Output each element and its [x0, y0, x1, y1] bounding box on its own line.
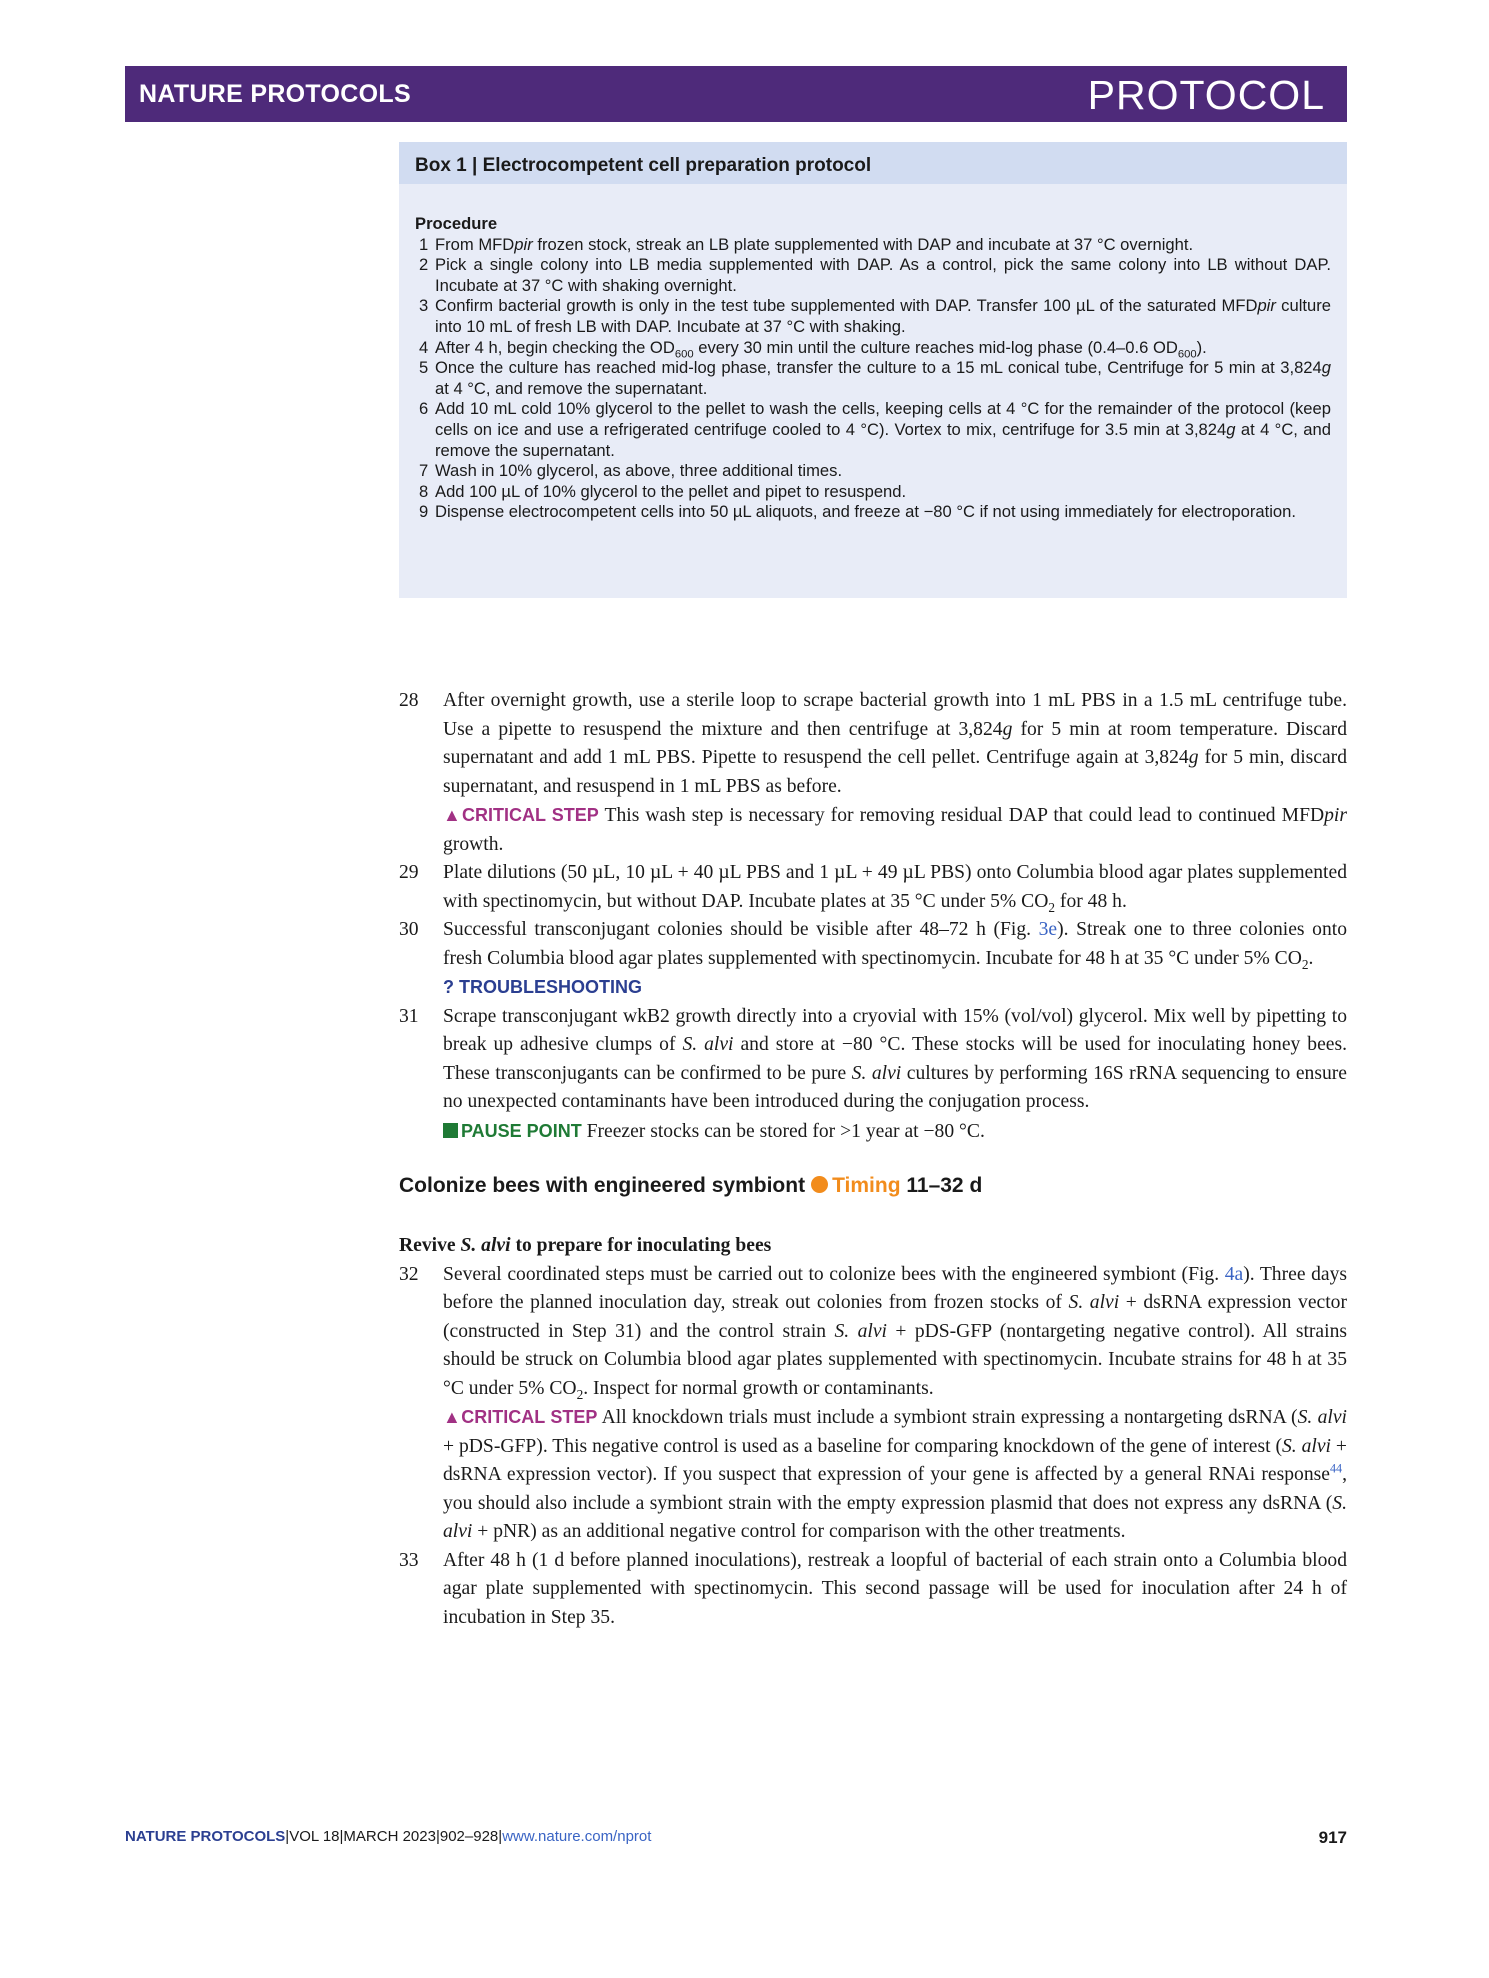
- subheading: Revive S. alvi to prepare for inoculating bees: [399, 1235, 772, 1256]
- step-number: 3: [419, 296, 429, 316]
- step-number: 8: [419, 481, 429, 501]
- main-step-31: [399, 1003, 1347, 1147]
- step-text: Successful transconjugant colonies should be visible after 48–72 h (Fig. 3e). Streak one to three colonies onto fresh Columbia blood agar plates supplemented with spectinomycin. Incubate for 48 h at 35 °C under 5% $CO_2$. ? TROUBLESHOOTING: [443, 919, 1347, 997]
- box-step-8: [415, 482, 1331, 503]
- section-heading: [399, 1172, 1347, 1202]
- step-number: 2: [419, 255, 429, 275]
- step-text: Several coordinated steps must be carried out to colonize bees with the engineered symbiont (Fig. 4a). Three days before the planned inoculation day, streak out colonies from frozen stocks of S. alvi + dsRNA expression vector (constructed in Step 31) and the control strain S. alvi + pDS-GFP (nontargeting negative control). All strains should be struck on Columbia blood agar plates supplemented with spectinomycin. Incubate strains for 48 h at 35 °C under 5% $CO_2$. Inspect for normal growth or contaminants. ▲CRITICAL STEP All knockdown trials must include a symbiont strain expressing a nontargeting dsRNA (S. alvi + pDS-GFP). This negative control is used as a baseline for comparing knockdown of the gene of interest (S. alvi + dsRNA expression vector). If you suspect that expression of your gene is affected by a general RNAi response$^{44}$, you should also include a symbiont strain with the empty expression plasmid that does not express any dsRNA (S. alvi + pNR) as an additional negative control for comparison with the other treatments.: [443, 1263, 1348, 1542]
- main-text: [399, 687, 1347, 1632]
- journal-banner: [125, 66, 1347, 122]
- step-number: 28: [399, 690, 419, 711]
- main-step-30: [399, 916, 1347, 1003]
- box-step-7: [415, 461, 1331, 482]
- step-number: 31: [399, 1005, 419, 1027]
- footer-pages: 902–928: [439, 1828, 499, 1845]
- footer-sep: |: [498, 1828, 503, 1845]
- step-text: Once the culture has reached mid-log phase, transfer the culture to a 15 mL conical tube, Centrifuge for 5 min at 3,824g at 4 °C, and remove the supernatant.: [435, 358, 1331, 398]
- step-number: 1: [419, 234, 429, 254]
- step-text: Pick a single colony into LB media supplemented with DAP. As a control, pick the same colony into LB without DAP. Incubate at 37 °C with shaking overnight.: [435, 255, 1331, 295]
- footer-sep: |: [435, 1828, 440, 1845]
- page-footer: [125, 1828, 1347, 1845]
- box-step-6: [415, 399, 1331, 461]
- step-text: After overnight growth, use a sterile loop to scrape bacterial growth into 1 mL PBS in a 1.5 mL centrifuge tube. Use a pipette to resuspend the mixture and then centrifuge at 3,824g for 5 min at room temperature. Discard supernatant and add 1 mL PBS. Pipette to resuspend the cell pellet. Centrifuge again at 3,824g for 5 min, discard supernatant, and resuspend in 1 mL PBS as before. ▲CRITICAL STEP This wash step is necessary for removing residual DAP that could lead to continued MFDpir growth.: [443, 690, 1347, 855]
- step-text: Wash in 10% glycerol, as above, three additional times.: [435, 461, 843, 481]
- box-step-4: [415, 338, 1331, 359]
- main-step-32: [399, 1261, 1347, 1547]
- step-text: Add 100 µL of 10% glycerol to the pellet and pipet to resuspend.: [435, 481, 907, 501]
- box-step-2: [415, 255, 1331, 296]
- box-step-3: [415, 296, 1331, 337]
- step-list-28-31: [399, 687, 1347, 1146]
- step-text: After 48 h (1 d before planned inoculations), restreak a loopful of bacterial of each strain onto a Columbia blood agar plate supplemented with spectinomycin. This second passage will be used for inoculation after 24 h of incubation in Step 35.: [443, 1549, 1347, 1628]
- footer-journal: NATURE PROTOCOLS: [125, 1828, 286, 1845]
- step-number: 7: [419, 461, 429, 481]
- timing-dot-icon: [811, 1176, 828, 1193]
- section-title: Colonize bees with engineered symbiont: [399, 1174, 806, 1197]
- page-number: 917: [1318, 1828, 1347, 1847]
- timing-label: Timing: [832, 1174, 901, 1197]
- article-type: PROTOCOL: [1087, 72, 1325, 118]
- step-number: 5: [419, 358, 429, 378]
- step-number: 33: [399, 1549, 419, 1571]
- box-step-1: [415, 235, 1331, 256]
- step-text: Add 10 mL cold 10% glycerol to the pellet to wash the cells, keeping cells at 4 °C for the remainder of the protocol (keep cells on ice and use a refrigerated centrifuge cooled to 4 °C). Vortex to mix, centrifuge for 3.5 min at 3,824g at 4 °C, and remove the supernatant.: [435, 399, 1331, 460]
- footer-sep: |: [339, 1828, 344, 1845]
- main-step-28: [399, 687, 1347, 859]
- step-text: Plate dilutions (50 µL, 10 µL + 40 µL PBS and 1 µL + 49 µL PBS) onto Columbia blood agar plates supplemented with spectinomycin, but without DAP. Incubate plates at 35 °C under 5% $CO_2$ for 48 h.: [443, 862, 1347, 915]
- step-number: 32: [399, 1263, 419, 1285]
- main-step-33: [399, 1547, 1347, 1633]
- step-text: Dispense electrocompetent cells into 50 µL aliquots, and freeze at −80 °C if not using immediately for electroporation.: [435, 502, 1296, 522]
- step-text: Confirm bacterial growth is only in the test tube supplemented with DAP. Transfer 100 µL of the saturated MFDpir culture into 10 mL of fresh LB with DAP. Incubate at 37 °C with shaking.: [435, 296, 1331, 336]
- footer-volume: VOL 18: [289, 1828, 340, 1845]
- box-title: Box 1 | Electrocompetent cell preparation protocol: [399, 142, 1347, 184]
- journal-name: NATURE PROTOCOLS: [139, 80, 411, 108]
- footer-url-link[interactable]: www.nature.com/nprot: [502, 1828, 652, 1845]
- box-step-list: [415, 235, 1331, 523]
- box-procedure-heading: Procedure: [415, 214, 498, 233]
- step-list-32-33: [399, 1261, 1347, 1633]
- timing-value: 11–32 d: [906, 1174, 983, 1197]
- footer-sep: |: [285, 1828, 290, 1845]
- footer-date: MARCH 2023: [343, 1828, 436, 1845]
- main-step-29: [399, 859, 1347, 916]
- step-number: 9: [419, 502, 429, 522]
- step-text: From MFDpir frozen stock, streak an LB plate supplemented with DAP and incubate at 37 °C overnight.: [435, 234, 1194, 254]
- box-body: [399, 184, 1347, 523]
- step-number: 29: [399, 862, 419, 883]
- box-step-5: [415, 358, 1331, 399]
- box-step-9: [415, 502, 1331, 523]
- step-number: 4: [419, 337, 429, 357]
- step-number: 6: [419, 399, 429, 419]
- step-number: 30: [399, 919, 419, 940]
- box-1-panel: [399, 142, 1347, 598]
- step-text: Scrape transconjugant wkB2 growth directly into a cryovial with 15% (vol/vol) glycerol. Mix well by pipetting to break up adhesive clumps of S. alvi and store at −80 °C. These stocks will be used for inoculating honey bees. These transconjugants can be confirmed to be pure S. alvi cultures by performing 16S rRNA sequencing to ensure no unexpected contaminants have been introduced during the conjugation process. PAUSE POINT Freezer stocks can be stored for >1 year at −80 °C.: [443, 1005, 1347, 1142]
- step-text: After 4 h, begin checking the $OD_{600}$ every 30 min until the culture reaches mid-log phase (0.4–0.6 $OD_{600}$).: [435, 337, 1207, 360]
